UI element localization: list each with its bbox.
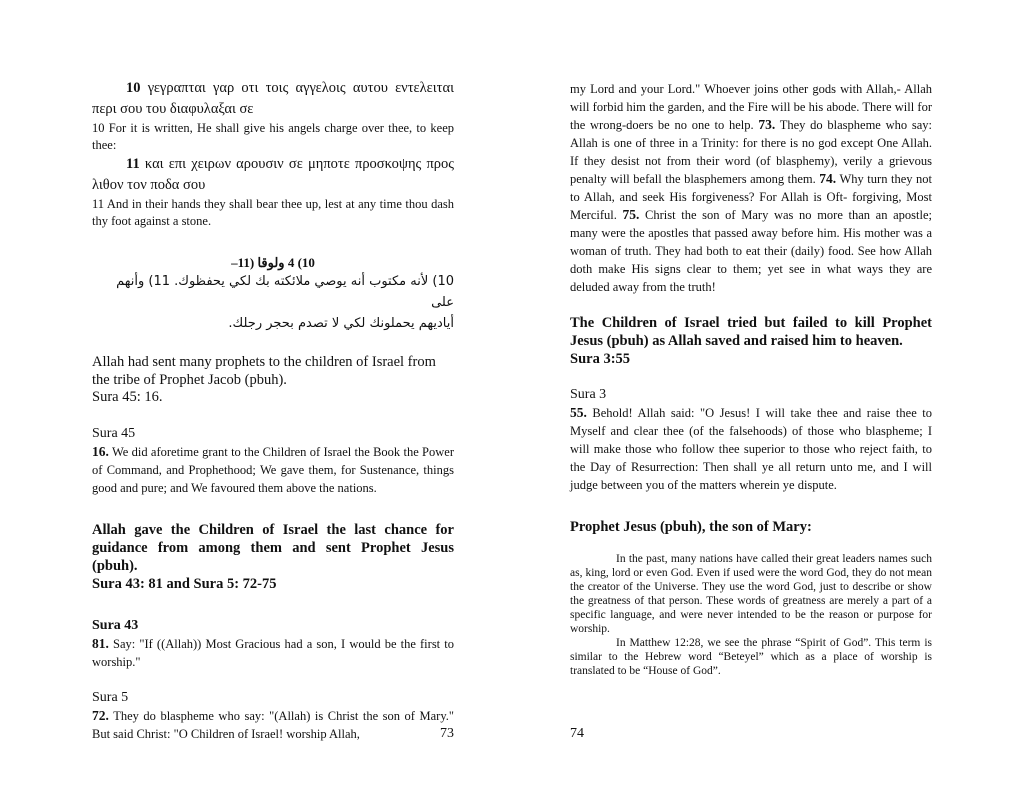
greek-verse-10 — [92, 78, 454, 120]
verse-text: Why turn they not to Allah, and seek His forgiveness? For Allah is Oft- forgiving, Most Merciful. — [570, 172, 932, 222]
section-heading: Prophet Jesus (pbuh), the son of Mary: — [570, 519, 812, 535]
greek-text: και επι χειρων αρουσιν σε μηποτε προσκοψης προς λιθον τον ποδα σου — [92, 156, 454, 193]
right-page — [570, 80, 932, 678]
verse-number: 81. — [92, 635, 109, 651]
verse-number: 10 — [126, 80, 141, 96]
verse-number: 72. — [92, 707, 109, 723]
section-heading: The Children of Israel tried but failed to kill Prophet Jesus (pbuh) as Allah saved and raised him to heaven. — [570, 315, 932, 349]
verse-text: They do blaspheme who say: "(Allah) is Christ the son of Mary." But said Christ: "O Children of Israel! worship Allah, — [92, 708, 454, 741]
page-number-right: 74 — [570, 726, 584, 741]
english-verse-11: 11 And in their hands they shall bear thee up, lest at any time thou dash thy foot against a stone. — [92, 197, 454, 228]
greek-verse-11 — [92, 154, 454, 196]
sura-title: Sura 43 — [92, 617, 139, 633]
verse-text: They do blaspheme who say: Allah is one of three in a Trinity: for there is no god except One Allah. If they desist not from their word (of blasphemy), verily a grievous penalty will befall the blasphemers among them. — [570, 118, 932, 186]
verse-text: Say: "If ((Allah)) Most Gracious had a son, I would be the first to worship." — [92, 636, 455, 669]
arabic-reference: 10) 4 ولوقا (11– — [231, 255, 315, 270]
sura-title: Sura 3 — [570, 387, 607, 402]
body-paragraph: In the past, many nations have called their great leaders names such as, king, lord or even God. Even if used were the word God, they do not mean the creator of the Universe. They use the word God, just to describe or show the greatness of that person. These words of greatness are merely a part of a specific language, and were never intended to be the reason or purpose for worship. — [570, 553, 932, 635]
intro-reference: Sura 45: 16. — [92, 389, 163, 405]
verse-81 — [92, 635, 454, 671]
verse-number: 55. — [570, 405, 587, 420]
verse-continuation — [570, 80, 932, 296]
body-paragraph: In Matthew 12:28, we see the phrase “Spirit of God”. This term is similar to the Hebrew word “Beteyel” which as a place of worship is translated to be “House of God”. — [570, 637, 932, 677]
verse-text: Behold! Allah said: "O Jesus! I will take thee and raise thee to Myself and clear thee (of the falsehoods) of those who blaspheme; I will make those who follow thee superior to those who reject faith, to the Day of Resurrection: Then shall ye all return unto me, and I will judge between you of the matters wherein ye dispute. — [570, 406, 933, 492]
section-heading: Allah gave the Children of Israel the last chance for guidance from among them and sent Prophet Jesus (pbuh). — [92, 521, 454, 574]
verse-number: 73. — [758, 117, 776, 132]
verse-text: Christ the son of Mary was no more than an apostle; many were the apostles that passed away before him. His mother was a woman of truth. They had both to eat their (daily) food. See how Allah doth make His signs clear to them; yet see in what ways they are deluded away from the truth! — [570, 208, 933, 294]
sura-title: Sura 45 — [92, 425, 136, 441]
arabic-line: أياديهم يحملونك لكي لا تصدم بحجر رجلك. — [228, 316, 454, 331]
verse-number: 74. — [819, 171, 837, 186]
intro-paragraph: Allah had sent many prophets to the children of Israel from the tribe of Prophet Jacob (pbuh). — [92, 354, 436, 388]
english-verse-10: 10 For it is written, He shall give his angels charge over thee, to keep thee: — [92, 121, 454, 152]
verse-55 — [570, 404, 932, 494]
verse-text: my Lord and your Lord." Whoever joins other gods with Allah,- Allah will forbid him the garden, and the Fire will be his abode. There will for the wrong-doers be no one to help. — [570, 82, 932, 132]
left-page — [92, 78, 454, 743]
verse-16 — [92, 443, 454, 497]
verse-number: 75. — [622, 207, 640, 222]
sura-title: Sura 5 — [92, 689, 129, 705]
verse-number: 16. — [92, 443, 109, 459]
arabic-line: 10) لأنه مكتوب أنه يوصي ملائكته بك لكي يحفظوك. 11) وأنهم على — [116, 274, 454, 310]
greek-text: γεγραπται γαρ οτι τοις αγγελοις αυτου εντελειται περι σου του διαφυλαξαι σε — [92, 80, 454, 117]
verse-72 — [92, 707, 454, 743]
section-heading-reference: Sura 3:55 — [570, 351, 631, 367]
verse-text: We did aforetime grant to the Children of Israel the Book the Power of Command, and Prophethood; We gave them, for Sustenance, things good and pure; and We favoured them above the nations. — [92, 444, 455, 495]
section-heading-reference: Sura 43: 81 and Sura 5: 72-75 — [92, 575, 277, 592]
verse-number: 11 — [126, 156, 140, 172]
page-number-left: 73 — [440, 726, 454, 741]
